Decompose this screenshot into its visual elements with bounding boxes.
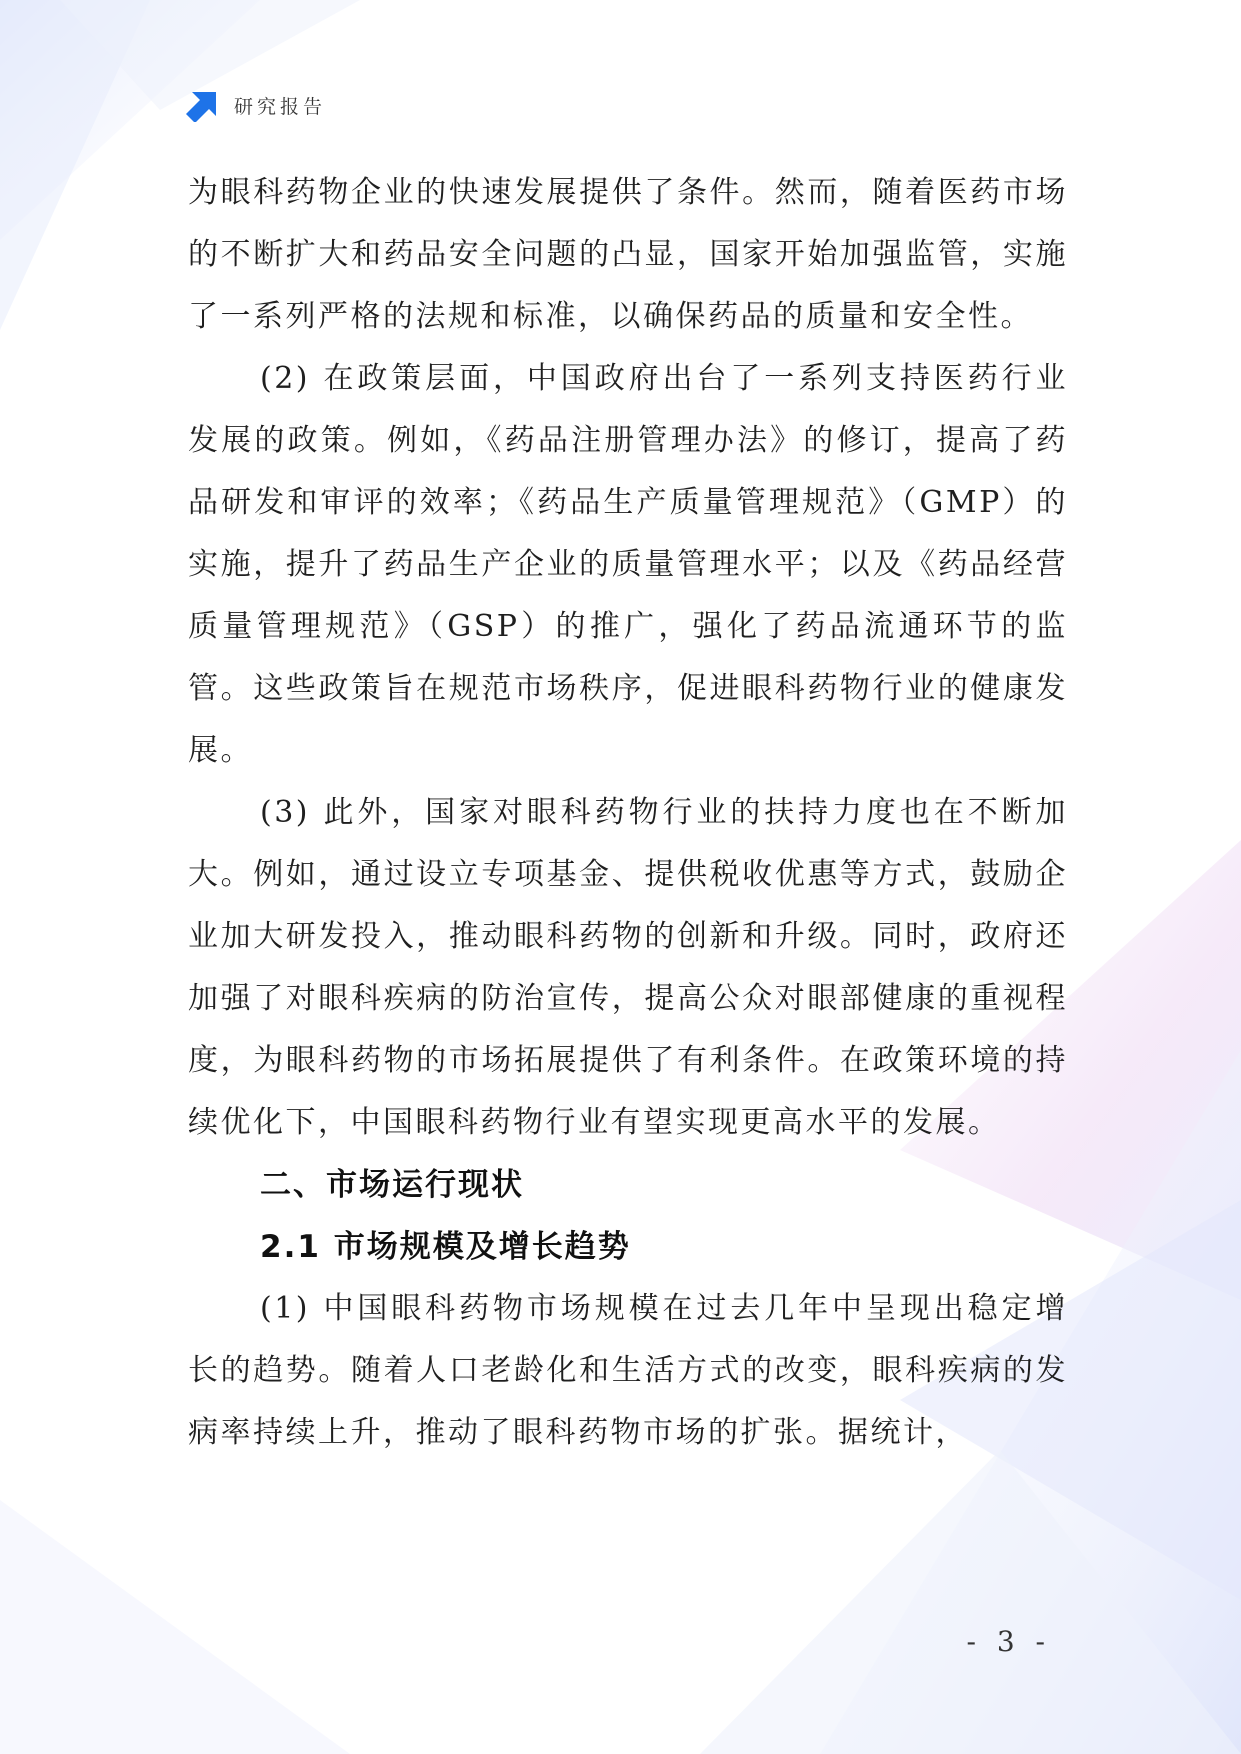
subsection-heading: 2.1 市场规模及增长趋势: [260, 1229, 631, 1265]
page-number: - 3 -: [966, 1625, 1051, 1658]
arrow-up-right-icon: [186, 88, 220, 122]
header-title: 研究报告: [234, 95, 327, 118]
paragraph-market-1: (1) 中国眼科药物市场规模在过去几年中呈现出稳定增长的趋势。随着人口老龄化和生活方式的改变，眼科疾病的发病率持续上升，推动了眼科药物市场的扩张。据统计，: [188, 1291, 1068, 1450]
report-header: [186, 88, 326, 122]
paragraph-continuation: 为眼科药物企业的快速发展提供了条件。然而，随着医药市场的不断扩大和药品安全问题的凸显，国家开始加强监管，实施了一系列严格的法规和标准，以确保药品的质量和安全性。: [188, 175, 1068, 334]
paragraph-policy-2: (2) 在政策层面，中国政府出台了一系列支持医药行业发展的政策。例如，《药品注册管理办法》的修订，提高了药品研发和审评的效率；《药品生产质量管理规范》（GMP）的实施，提升了药品生产企业的质量管理水平；以及《药品经营质量管理规范》（GSP）的推广，强化了药品流通环节的监管。这些政策旨在规范市场秩序，促进眼科药物行业的健康发展。: [188, 361, 1068, 768]
section-heading: 二、市场运行现状: [260, 1167, 524, 1203]
paragraph-policy-3: (3) 此外，国家对眼科药物行业的扶持力度也在不断加大。例如，通过设立专项基金、提供税收优惠等方式，鼓励企业加大研发投入，推动眼科药物的创新和升级。同时，政府还加强了对眼科疾病的防治宣传，提高公众对眼部健康的重视程度，为眼科药物的市场拓展提供了有利条件。在政策环境的持续优化下，中国眼科药物行业有望实现更高水平的发展。: [188, 795, 1068, 1140]
document-body: [188, 162, 1068, 1464]
